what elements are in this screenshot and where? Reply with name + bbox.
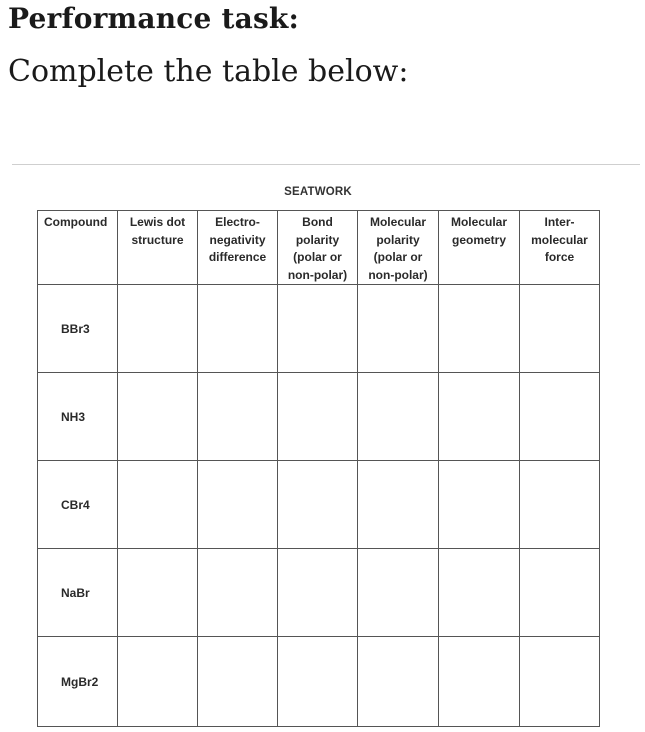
electronegativity-difference-cell[interactable] (198, 461, 278, 549)
molecular-polarity-cell[interactable] (358, 637, 439, 727)
electronegativity-difference-cell[interactable] (198, 637, 278, 727)
instruction-text: Complete the table below: (8, 54, 409, 89)
table-row (38, 549, 600, 637)
column-header-molecular-polarity: Molecular polarity (polar or non-polar) (358, 211, 439, 285)
seatwork-table (37, 210, 600, 727)
column-header-compound: Compound (38, 211, 118, 285)
molecular-geometry-cell[interactable] (439, 549, 520, 637)
molecular-polarity-cell[interactable] (358, 373, 439, 461)
molecular-geometry-cell[interactable] (439, 373, 520, 461)
lewis-dot-structure-cell[interactable] (118, 549, 198, 637)
bond-polarity-cell[interactable] (278, 637, 358, 727)
bond-polarity-cell[interactable] (278, 549, 358, 637)
divider (12, 164, 640, 165)
compound-cell: NH3 (38, 373, 118, 461)
lewis-dot-structure-cell[interactable] (118, 461, 198, 549)
electronegativity-difference-cell[interactable] (198, 285, 278, 373)
intermolecular-force-cell[interactable] (520, 285, 600, 373)
intermolecular-force-cell[interactable] (520, 373, 600, 461)
compound-cell: CBr4 (38, 461, 118, 549)
bond-polarity-cell[interactable] (278, 461, 358, 549)
column-header-intermolecular-force: Inter- molecular force (520, 211, 600, 285)
column-header-lewis-dot-structure: Lewis dot structure (118, 211, 198, 285)
molecular-polarity-cell[interactable] (358, 461, 439, 549)
column-header-molecular-geometry: Molecular geometry (439, 211, 520, 285)
column-header-bond-polarity: Bond polarity (polar or non-polar) (278, 211, 358, 285)
lewis-dot-structure-cell[interactable] (118, 637, 198, 727)
molecular-geometry-cell[interactable] (439, 461, 520, 549)
table-row (38, 373, 600, 461)
intermolecular-force-cell[interactable] (520, 637, 600, 727)
molecular-geometry-cell[interactable] (439, 285, 520, 373)
lewis-dot-structure-cell[interactable] (118, 285, 198, 373)
bond-polarity-cell[interactable] (278, 373, 358, 461)
worksheet-label: SEATWORK (284, 186, 352, 198)
table-row (38, 637, 600, 727)
intermolecular-force-cell[interactable] (520, 549, 600, 637)
table-row (38, 285, 600, 373)
molecular-polarity-cell[interactable] (358, 285, 439, 373)
compound-cell: BBr3 (38, 285, 118, 373)
molecular-polarity-cell[interactable] (358, 549, 439, 637)
lewis-dot-structure-cell[interactable] (118, 373, 198, 461)
table-row (38, 461, 600, 549)
page-title: Performance task: (8, 2, 300, 35)
column-header-electronegativity-difference: Electro- negativity difference (198, 211, 278, 285)
electronegativity-difference-cell[interactable] (198, 549, 278, 637)
table-header-row (38, 211, 600, 285)
bond-polarity-cell[interactable] (278, 285, 358, 373)
compound-cell: MgBr2 (38, 637, 118, 727)
molecular-geometry-cell[interactable] (439, 637, 520, 727)
intermolecular-force-cell[interactable] (520, 461, 600, 549)
electronegativity-difference-cell[interactable] (198, 373, 278, 461)
compound-cell: NaBr (38, 549, 118, 637)
